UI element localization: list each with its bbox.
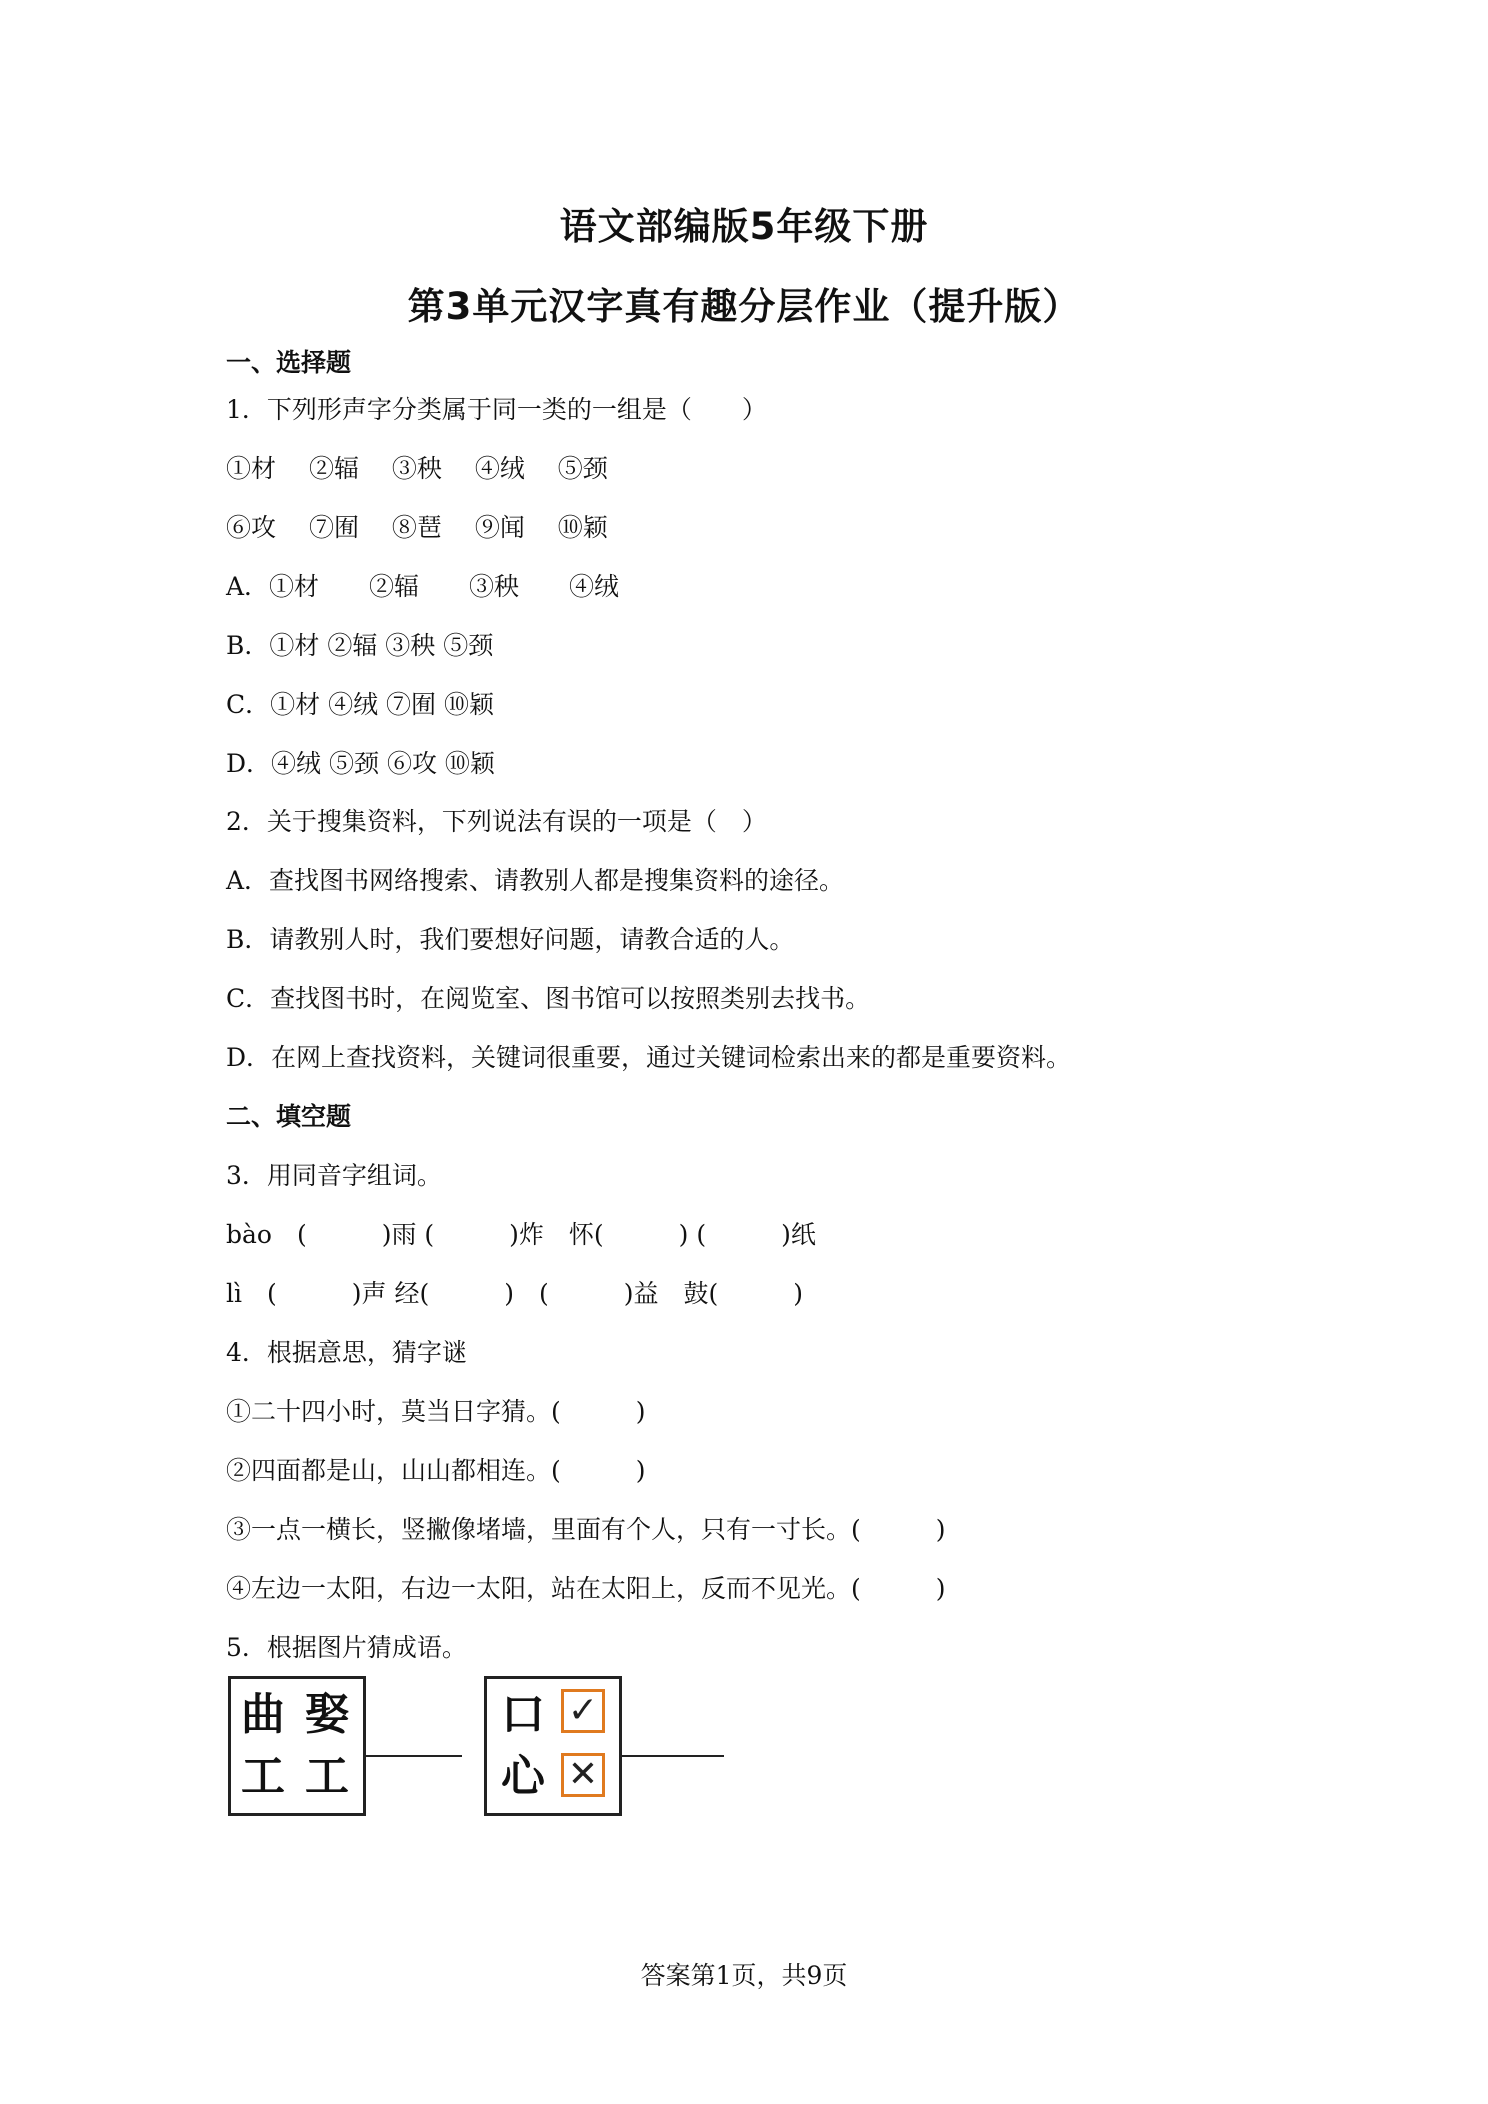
section-heading-fill: 二、填空题	[226, 1102, 352, 1131]
q2-option-c: C．查找图书时，在阅览室、图书馆可以按照类别去找书。	[226, 984, 871, 1013]
q1-char-row: ①材 ②辐 ③秧 ④绒 ⑤颈	[226, 454, 608, 483]
q2-option-a: A．查找图书网络搜索、请教别人都是搜集资料的途径。	[226, 866, 845, 895]
cross-icon: ✕	[561, 1753, 605, 1797]
q1-option-c: C．①材 ④绒 ⑦囿 ⑩颖	[226, 690, 494, 719]
q1-char-row: ⑥攻 ⑦囿 ⑧琶 ⑨闻 ⑩颖	[226, 513, 608, 542]
answer-blank-1[interactable]	[366, 1755, 462, 1757]
puzzle-char: 工	[241, 1751, 285, 1802]
q3-row-bao: bào ( )雨 ( )炸 怀( ) ( )纸	[226, 1220, 816, 1249]
puzzle-char: 心	[501, 1751, 545, 1802]
q4-riddle-2: ②四面都是山，山山都相连。( )	[226, 1456, 646, 1485]
puzzle-char: 工	[305, 1751, 349, 1802]
document-subtitle: 第3单元汉字真有趣分层作业（提升版）	[407, 285, 1081, 328]
answer-blank-2[interactable]	[622, 1755, 724, 1757]
q2-option-b: B．请教别人时，我们要想好问题，请教合适的人。	[226, 925, 795, 954]
puzzle-char: 娶	[305, 1689, 349, 1740]
puzzle-char: 曲	[241, 1689, 285, 1740]
q1-stem: 1．下列形声字分类属于同一类的一组是（ ）	[226, 395, 767, 424]
q1-option-a: A．①材 ②辐 ③秧 ④绒	[226, 572, 620, 601]
idiom-puzzle-image-1	[228, 1676, 366, 1816]
q5-stem: 5．根据图片猜成语。	[226, 1633, 467, 1662]
q2-option-d: D．在网上查找资料，关键词很重要，通过关键词检索出来的都是重要资料。	[226, 1043, 1072, 1072]
q4-riddle-3: ③一点一横长，竖撇像堵墙，里面有个人，只有一寸长。( )	[226, 1515, 946, 1544]
q1-option-d: D．④绒 ⑤颈 ⑥攻 ⑩颖	[226, 749, 495, 778]
q3-stem: 3．用同音字组词。	[226, 1161, 442, 1190]
check-icon: ✓	[561, 1689, 605, 1733]
idiom-puzzle-image-2	[484, 1676, 622, 1816]
document-title: 语文部编版5年级下册	[559, 205, 929, 248]
section-heading-choice: 一、选择题	[226, 348, 352, 377]
q4-stem: 4．根据意思，猜字谜	[226, 1338, 467, 1367]
q4-riddle-1: ①二十四小时，莫当日字猜。( )	[226, 1397, 646, 1426]
page-footer: 答案第1页，共9页	[640, 1961, 848, 1990]
q1-option-b: B．①材 ②辐 ③秧 ⑤颈	[226, 631, 494, 660]
q2-stem: 2．关于搜集资料，下列说法有误的一项是（ ）	[226, 807, 767, 836]
q3-row-li: lì ( )声 经( ) ( )益 鼓( )	[226, 1279, 803, 1308]
puzzle-char: 口	[501, 1689, 545, 1740]
q4-riddle-4: ④左边一太阳，右边一太阳，站在太阳上，反而不见光。( )	[226, 1574, 946, 1603]
